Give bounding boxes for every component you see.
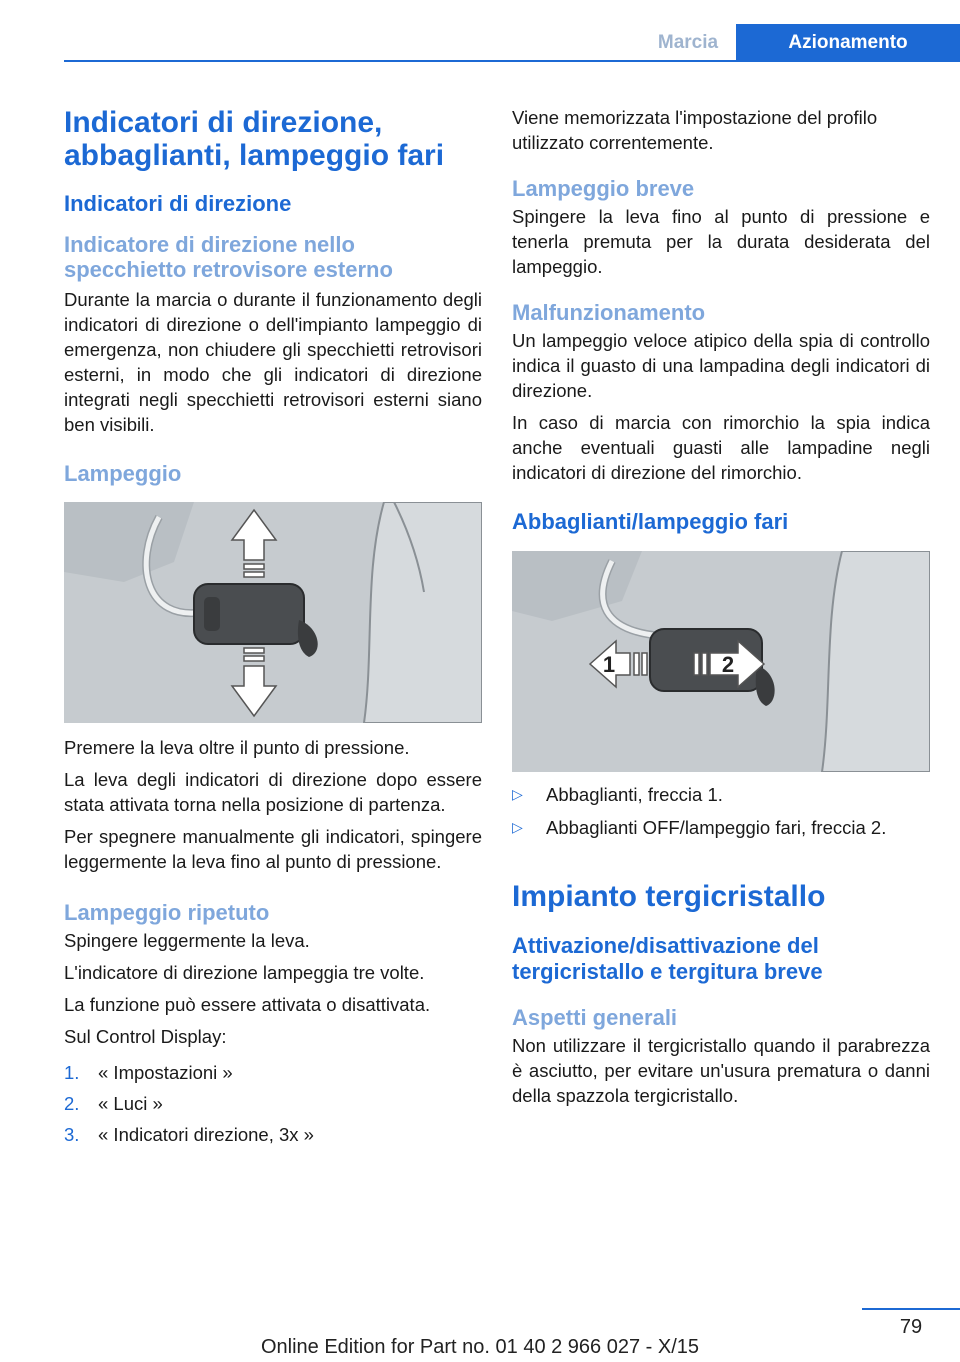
section-title-wiper: Impianto tergicristallo <box>512 880 826 913</box>
subsection-title-turn-signals: Indicatori di direzione <box>64 191 292 216</box>
step-text: « Impostazioni » <box>98 1062 233 1083</box>
paragraph-mirror-indicator: Durante la marcia o durante il funzionamento degli indicatori di direzione o dell'impianto lampeggio di emergenza, non chiudere gli specchietti retrovisori esterni, in modo che gli indicatori di direzione integrati negli specchietti retrovisori esterni siano ben visibili. <box>64 289 482 435</box>
bullet-text: Abbaglianti OFF/lampeggio fari, freccia 2. <box>546 817 887 838</box>
heading-malfunzionamento: Malfunzionamento <box>512 300 706 325</box>
bullet-text: Abbaglianti, freccia 1. <box>546 784 723 805</box>
section-title-indicators: Indicatori di direzione, abbaglianti, lampeggio fari <box>64 106 445 172</box>
heading-lampeggio-breve: Lampeggio breve <box>512 176 695 201</box>
high-beam-options <box>512 782 930 840</box>
page-number: 79 <box>899 1316 923 1338</box>
header-rule <box>64 60 960 62</box>
paragraph-push-lever: Spingere leggermente la leva. <box>64 930 310 951</box>
list-item <box>512 782 930 807</box>
right-column <box>512 100 930 1108</box>
heading-lampeggio: Lampeggio <box>64 461 182 486</box>
paragraph-wiper-general: Non utilizzare il tergicristallo quando il parabrezza è asciutto, per evitare un'usura prematura o danni della spazzola tergicristallo. <box>512 1035 930 1106</box>
paragraph-fault-trailer: In caso di marcia con rimorchio la spia indica anche eventuali guasti alle lampadine negli indicatori di direzione del rimorchio. <box>512 412 930 483</box>
left-column <box>64 100 482 1147</box>
lever-push-pull-illustration <box>512 551 930 772</box>
subsection-title-wiper-activation: Attivazione/disattivazione del tergicristallo e tergitura breve <box>512 933 823 984</box>
header-tab-marcia[interactable]: Marcia <box>642 24 734 61</box>
paragraph-fault-bulb: Un lampeggio veloce atipico della spia di controllo indica il guasto di una lampadina degli indicatori di direzione. <box>512 330 930 401</box>
paragraph-short-flash: Spingere la leva fino al punto di pressione e tenerla premuta per la durata desiderata del lampeggio. <box>512 206 930 277</box>
paragraph-flash-three: L'indicatore di direzione lampeggia tre volte. <box>64 962 425 983</box>
page-number-rule <box>862 1308 960 1310</box>
figure-turn-signal-lever <box>64 502 482 723</box>
paragraph-lever-return: La leva degli indicatori di direzione dopo essere stata attivata torna nella posizione di partenza. <box>64 769 482 815</box>
step-number: 3. <box>64 1124 80 1145</box>
paragraph-profile-memory: Viene memorizzata l'impostazione del profilo utilizzato correntemente. <box>512 107 878 153</box>
figure-high-beam-lever <box>512 551 930 772</box>
heading-lampeggio-ripetuto: Lampeggio ripetuto <box>64 900 270 925</box>
footer-edition: Online Edition for Part no. 01 40 2 966 027 - X/15 <box>260 1336 700 1358</box>
step-text: « Luci » <box>98 1093 163 1114</box>
list-item <box>512 815 930 840</box>
list-item <box>64 1060 482 1085</box>
heading-aspetti-generali: Aspetti generali <box>512 1005 678 1030</box>
step-number: 1. <box>64 1062 80 1083</box>
arrow-label-1: 1 <box>602 652 616 677</box>
paragraph-manual-off: Per spegnere manualmente gli indicatori, spingere leggermente la leva fino al punto di pressione. <box>64 826 482 872</box>
header-tab-azionamento[interactable]: Azionamento <box>736 24 960 61</box>
control-display-steps <box>64 1060 482 1147</box>
paragraph-function-toggle: La funzione può essere attivata o disattivata. <box>64 994 431 1015</box>
step-text: « Indicatori direzione, 3x » <box>98 1124 314 1145</box>
list-item <box>64 1091 482 1116</box>
paragraph-press-lever: Premere la leva oltre il punto di pressione. <box>64 737 410 758</box>
arrow-label-2: 2 <box>721 652 735 677</box>
paragraph-control-display: Sul Control Display: <box>64 1026 227 1047</box>
step-number: 2. <box>64 1093 80 1114</box>
list-item <box>64 1122 482 1147</box>
heading-mirror-indicator: Indicatore di direzione nello specchietto retrovisore esterno <box>64 232 393 282</box>
triangle-bullet-icon: ▷ <box>512 786 523 802</box>
subsection-title-high-beam: Abbaglianti/lampeggio fari <box>512 509 789 534</box>
triangle-bullet-icon: ▷ <box>512 819 523 835</box>
lever-up-down-illustration <box>64 502 482 723</box>
